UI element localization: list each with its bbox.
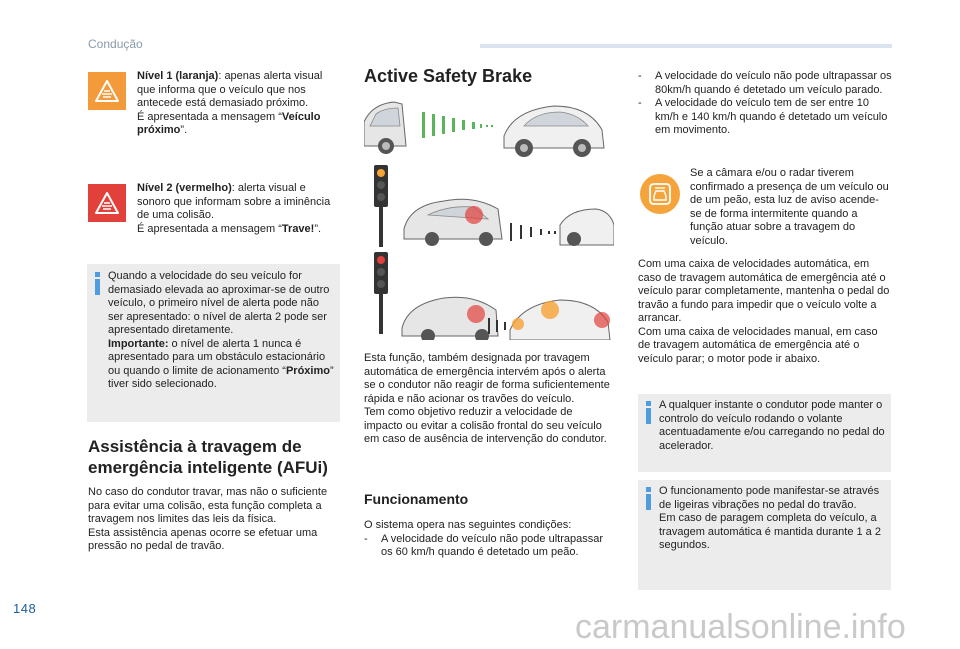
level1-text: Nível 1 (laranja): apenas alerta visual que informa que o veículo que nos antecede está demasiado próximo. É apresentada a mensagem “Veículo próximo”.: [137, 70, 323, 136]
illustration-braking: [364, 252, 614, 340]
page-number: 148: [13, 601, 37, 616]
condition-item: - A velocidade do veículo tem de ser entre 10 km/h e 140 km/h quando é detetado um veículo em movimento.: [638, 97, 888, 136]
illustration-level2: [364, 165, 614, 247]
active-safety-brake-warning-icon: [640, 174, 680, 214]
info-icon: [646, 494, 651, 510]
info-box-vibrations-text: O funcionamento pode manifestar-se através de ligeiras vibrações no pedal do travão. Em caso de paragem completa do veículo, a travagem automática é mantida durante 1 a 2 segundos.: [659, 485, 881, 551]
afui-title: Assistência à travagem de emergência inteligente (AFUi): [88, 437, 328, 477]
watermark: carmanualsonline.info: [575, 608, 906, 646]
car-rear-icon: [510, 300, 610, 340]
header-bar: [480, 44, 892, 48]
info-box-speed-text: Quando a velocidade do seu veículo for demasiado elevada ao aproximar-se de outro veículo, o primeiro nível de alerta pode não ser apresentado: o nível de alerta 2 pode ser apresentado diretamente. Importante: o nível de alerta 1 nunca é apresentado para um obstáculo estacionário ou quando o limite de acionamento “Próximo” tiver sido selecionado.: [108, 270, 334, 390]
car-side-icon: [402, 297, 498, 340]
car-rear-icon: [504, 106, 604, 157]
active-safety-brake-title: Active Safety Brake: [364, 66, 533, 86]
info-box-driver-control: A qualquer instante o condutor pode manter o controlo do veículo rodando o volante acentuadamente e/ou carregando no pedal do acelerador.: [638, 394, 891, 472]
info-box-speed: [87, 264, 340, 422]
traffic-light-icon: [374, 165, 388, 247]
funcionamento-title: Funcionamento: [364, 491, 469, 507]
condition-item: - A velocidade do veículo não pode ultrapassar os 60 km/h quando é detetado um peão.: [364, 532, 603, 558]
level1-message: Veículo próximo: [137, 110, 321, 136]
car-rear-icon: [560, 209, 614, 246]
section-header: Condução: [88, 37, 143, 51]
info-icon: [95, 279, 100, 295]
warning-light-text: Se a câmara e/ou o radar tiverem confirmado a presença de um veículo ou de um peão, esta luz de aviso acende-se de forma intermitente quando a função atuar sobre a travagem do veículo.: [690, 167, 889, 247]
level1-title: Nível 1 (laranja): [137, 70, 219, 82]
afui-body: No caso do condutor travar, mas não o suficiente para evitar uma colisão, esta função completa a travagem nos limites das leis da física. Esta assistência apenas ocorre se efetuar uma pressão no pedal de travão.: [88, 486, 328, 552]
level2-text: Nível 2 (vermelho): alerta visual e sonoro que informam sobre a iminência de uma colisão. É apresentada a mensagem “Trave!”.: [137, 182, 331, 235]
level2-message: Trave!: [281, 222, 315, 235]
active-safety-brake-body: Esta função, também designada por travagem automática de emergência intervém após o alerta se o condutor não reagir de forma suficientemente rápida e não acionar os travões do veículo. Tem como objetivo reduzir a velocidade de impacto ou evitar a colisão frontal do seu veículo em caso de ausência de intervenção do condutor.: [364, 352, 610, 445]
funcionamento-body: O sistema opera nas seguintes condições: - A velocidade do veículo não pode ultrapassar os 60 km/h quando é detetado um peão.: [364, 519, 614, 560]
sensor-wave-icon: [510, 223, 556, 241]
illustration-level1: [364, 92, 614, 158]
gearbox-text: Com uma caixa de velocidades automática, em caso de travagem automática de emergência até o veículo parar completamente, mantenha o pedal do travão a fundo para impedir que o veículo volte a arrancar. Com uma caixa de velocidades manual, em caso de travagem automática de emergência até o veículo parar; o motor pode ir abaixo.: [638, 258, 890, 365]
condition-item: - A velocidade do veículo não pode ultrapassar os 80km/h quando é detetado um veículo parado.: [638, 70, 892, 96]
info-box-vibrations: [638, 480, 891, 590]
sensor-wave-icon: [422, 112, 493, 138]
alert-level-1: [137, 70, 337, 138]
traffic-light-icon: [374, 252, 388, 334]
info-icon: [646, 408, 651, 424]
warning-triangle-red-icon: [88, 184, 126, 222]
conditions-list: [638, 70, 892, 138]
warning-triangle-orange-icon: [88, 72, 126, 110]
alert-level-2: [137, 182, 337, 236]
car-side-icon: [404, 199, 502, 246]
car-front-icon: [364, 102, 406, 154]
level2-title: Nível 2 (vermelho): [137, 182, 232, 194]
